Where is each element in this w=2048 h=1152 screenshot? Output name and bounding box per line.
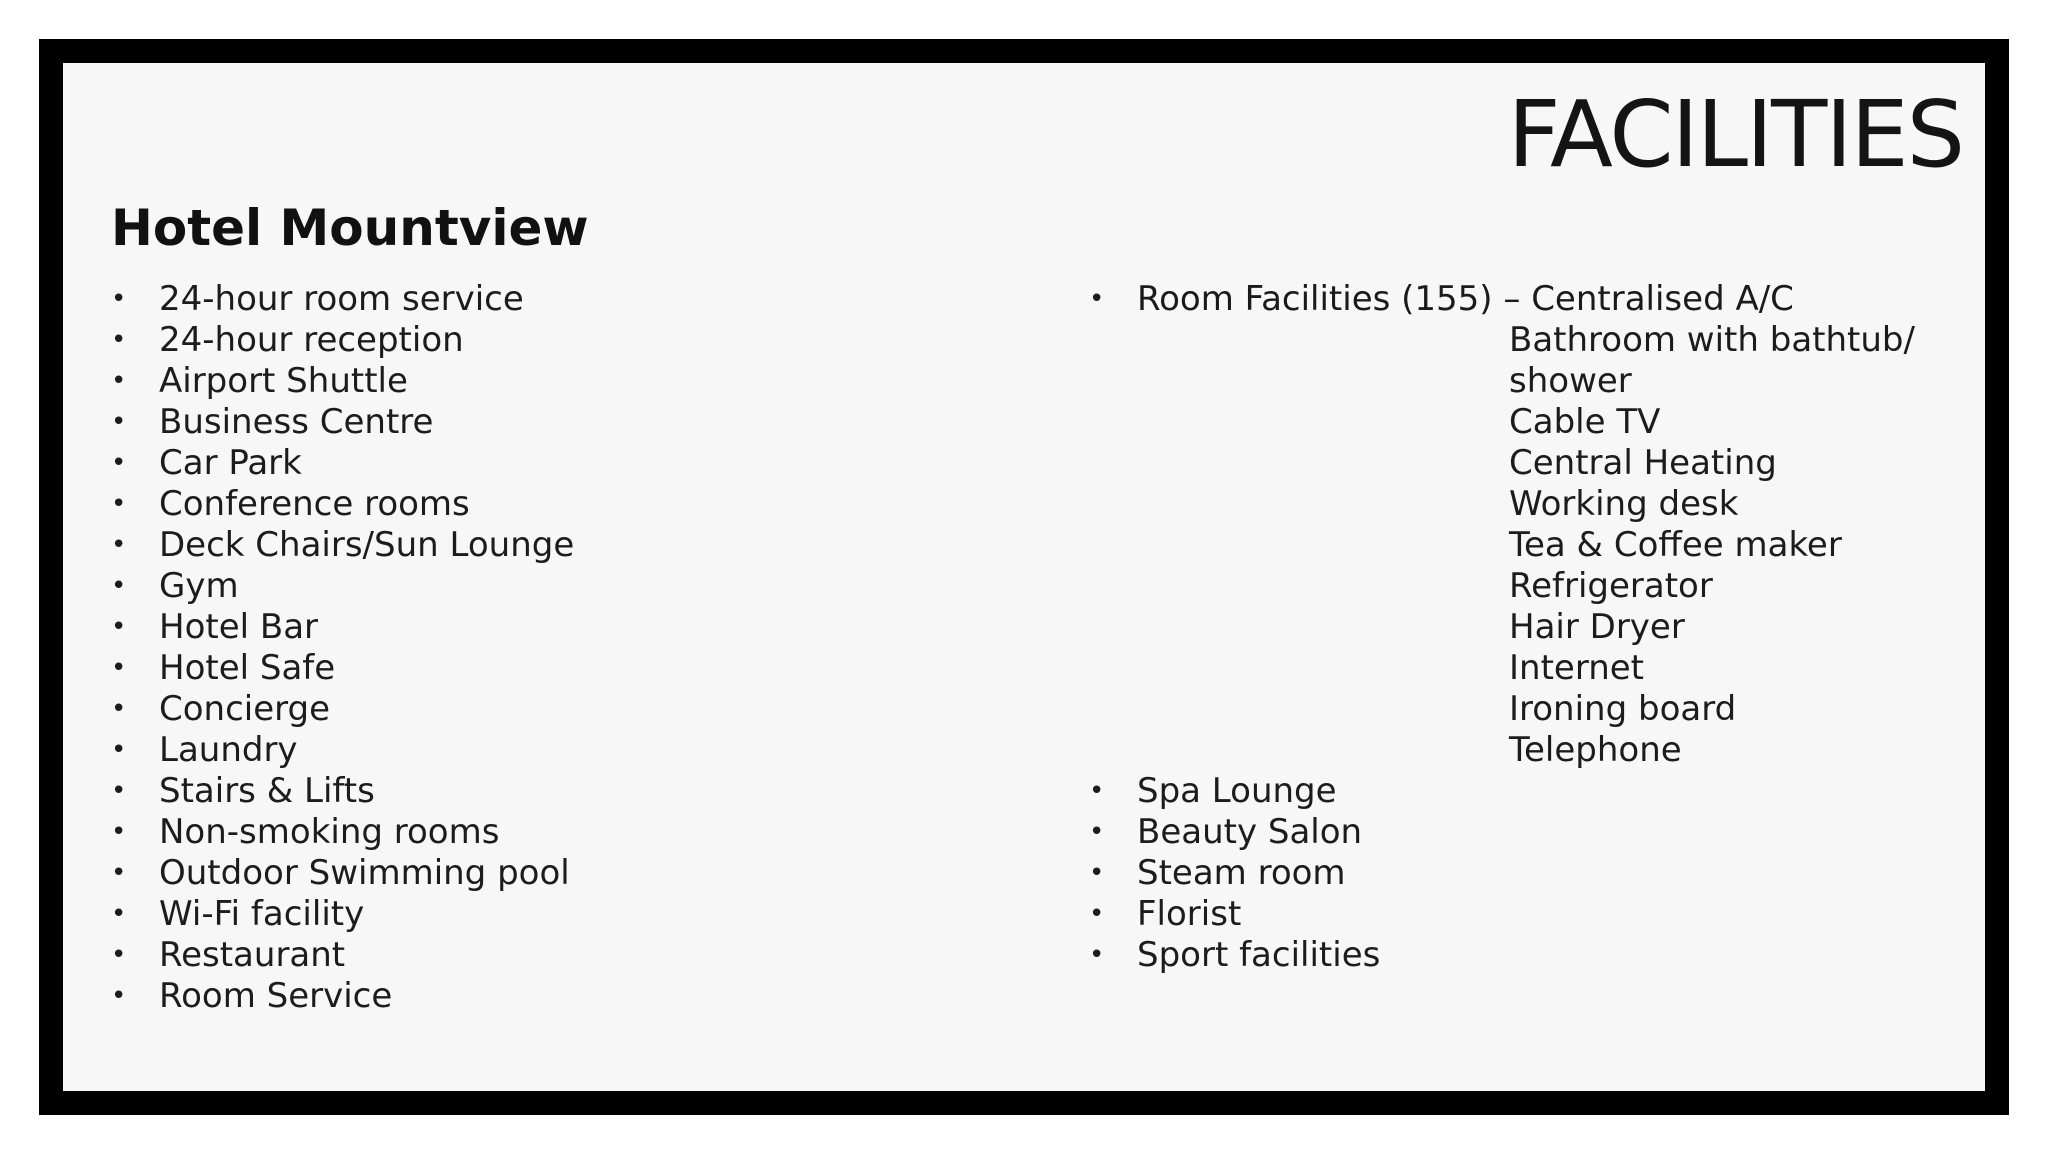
list-item bbox=[111, 689, 1011, 730]
bullet-icon: • bbox=[111, 284, 127, 314]
list-item-label: Sport facilities bbox=[1137, 935, 1381, 975]
room-facility-item: Ironing board bbox=[1509, 689, 1737, 729]
bullet-icon: • bbox=[111, 653, 127, 683]
list-item-label: Steam room bbox=[1137, 853, 1346, 893]
bullet-icon: • bbox=[1089, 817, 1105, 847]
bullet-icon: • bbox=[1089, 899, 1105, 929]
list-item-label: Gym bbox=[159, 566, 239, 606]
room-facility-item: Refrigerator bbox=[1509, 566, 1713, 606]
list-item bbox=[111, 976, 1011, 1017]
bullet-icon: • bbox=[111, 325, 127, 355]
list-item bbox=[111, 853, 1011, 894]
list-item bbox=[111, 894, 1011, 935]
list-item bbox=[111, 525, 1011, 566]
room-facilities-heading-row bbox=[1089, 279, 1989, 320]
bullet-icon: • bbox=[1089, 284, 1105, 314]
bullet-icon: • bbox=[111, 571, 127, 601]
list-item-label: 24-hour room service bbox=[159, 279, 524, 319]
list-item-label: 24-hour reception bbox=[159, 320, 464, 360]
list-item-label: Outdoor Swimming pool bbox=[159, 853, 570, 893]
list-item bbox=[111, 279, 1011, 320]
bullet-icon: • bbox=[111, 940, 127, 970]
bullet-icon: • bbox=[111, 366, 127, 396]
list-item bbox=[111, 484, 1011, 525]
list-item-label: Florist bbox=[1137, 894, 1242, 934]
room-facility-item: Hair Dryer bbox=[1509, 607, 1685, 647]
bullet-icon: • bbox=[111, 694, 127, 724]
room-facilities-heading: Room Facilities (155) – Centralised A/C bbox=[1137, 279, 1794, 319]
room-facility-item: Central Heating bbox=[1509, 443, 1777, 483]
bullet-icon: • bbox=[111, 448, 127, 478]
room-facility-item: Bathroom with bathtub/ bbox=[1509, 320, 1915, 360]
bullet-icon: • bbox=[1089, 940, 1105, 970]
list-item-label: Non-smoking rooms bbox=[159, 812, 500, 852]
right-facilities-list bbox=[1089, 771, 1989, 976]
slide-title: FACILITIES bbox=[1507, 81, 1963, 188]
bullet-icon: • bbox=[111, 735, 127, 765]
list-item-label: Car Park bbox=[159, 443, 302, 483]
slide-panel bbox=[63, 63, 1985, 1091]
bullet-icon: • bbox=[111, 407, 127, 437]
list-item-label: Wi-Fi facility bbox=[159, 894, 365, 934]
list-item bbox=[1089, 894, 1989, 935]
left-facilities-list bbox=[111, 279, 1011, 1017]
list-item bbox=[111, 361, 1011, 402]
list-item-label: Stairs & Lifts bbox=[159, 771, 375, 811]
list-item-label: Laundry bbox=[159, 730, 298, 770]
list-item-label: Deck Chairs/Sun Lounge bbox=[159, 525, 575, 565]
room-facility-item: Cable TV bbox=[1509, 402, 1661, 442]
bullet-icon: • bbox=[111, 612, 127, 642]
hotel-name-heading: Hotel Mountview bbox=[111, 199, 589, 257]
list-item bbox=[111, 935, 1011, 976]
list-item bbox=[1089, 935, 1989, 976]
room-facility-item: Working desk bbox=[1509, 484, 1739, 524]
list-item bbox=[111, 812, 1011, 853]
room-facilities-list bbox=[1509, 320, 1915, 771]
bullet-icon: • bbox=[111, 817, 127, 847]
list-item bbox=[111, 443, 1011, 484]
bullet-icon: • bbox=[1089, 858, 1105, 888]
list-item bbox=[1089, 812, 1989, 853]
bullet-icon: • bbox=[111, 776, 127, 806]
list-item bbox=[111, 730, 1011, 771]
bullet-icon: • bbox=[1089, 776, 1105, 806]
slide-frame bbox=[39, 39, 2009, 1115]
list-item bbox=[111, 402, 1011, 443]
list-item-label: Spa Lounge bbox=[1137, 771, 1337, 811]
list-item bbox=[111, 320, 1011, 361]
bullet-icon: • bbox=[111, 858, 127, 888]
room-facility-item: shower bbox=[1509, 361, 1632, 401]
list-item bbox=[111, 566, 1011, 607]
room-facility-item: Tea & Coffee maker bbox=[1509, 525, 1842, 565]
list-item-label: Conference rooms bbox=[159, 484, 470, 524]
bullet-icon: • bbox=[111, 530, 127, 560]
room-facility-item: Internet bbox=[1509, 648, 1645, 688]
list-item-label: Hotel Safe bbox=[159, 648, 336, 688]
list-item-label: Room Service bbox=[159, 976, 393, 1016]
list-item-label: Business Centre bbox=[159, 402, 434, 442]
list-item bbox=[1089, 771, 1989, 812]
list-item-label: Beauty Salon bbox=[1137, 812, 1363, 852]
list-item-label: Concierge bbox=[159, 689, 331, 729]
list-item-label: Restaurant bbox=[159, 935, 346, 975]
list-item bbox=[111, 607, 1011, 648]
list-item-label: Hotel Bar bbox=[159, 607, 319, 647]
list-item bbox=[111, 771, 1011, 812]
list-item-label: Airport Shuttle bbox=[159, 361, 408, 401]
list-item bbox=[1089, 853, 1989, 894]
room-facilities-block bbox=[1089, 279, 1989, 770]
bullet-icon: • bbox=[111, 899, 127, 929]
bullet-icon: • bbox=[111, 489, 127, 519]
list-item bbox=[111, 648, 1011, 689]
bullet-icon: • bbox=[111, 981, 127, 1011]
room-facility-item: Telephone bbox=[1509, 730, 1682, 770]
